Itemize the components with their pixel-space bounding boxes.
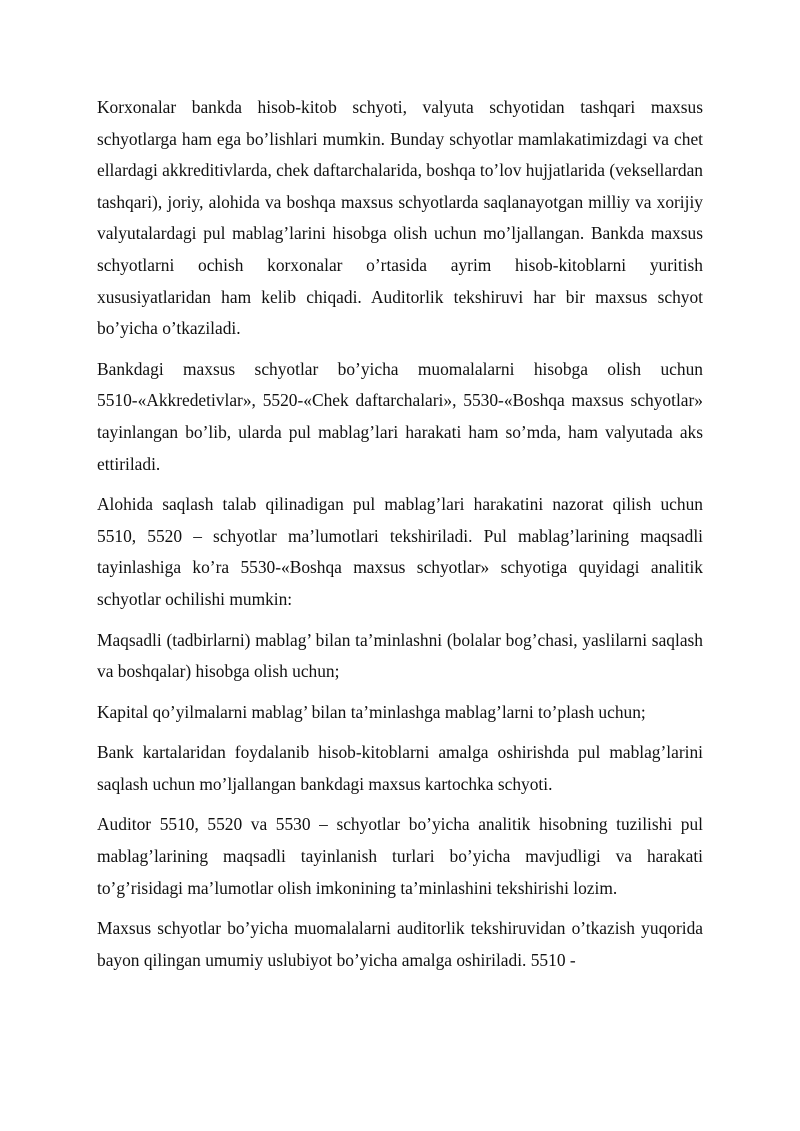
paragraph-bank-cards: Bank kartalaridan foydalanib hisob-kitoblarni amalga oshirishda pul mablag’larini saqlash uchun mo’ljallangan bankdagi maxsus kartochka schyoti. — [97, 742, 703, 794]
paragraph-audit-methodology: Maxsus schyotlar bo’yicha muomalalarni auditorlik tekshiruvidan o’tkazish yuqorida bayon qilingan umumiy uslubiyot bo’yicha amalga oshiriladi. 5510 - — [97, 918, 703, 970]
paragraph-special-accounts-list: Bankdagi maxsus schyotlar bo’yicha muomalalarni hisobga olish uchun 5510-«Akkredetivlar», 5520-«Chek daftarchalari», 5530-«Boshqa maxsus schyotlar» tayinlangan bo’lib, ularda pul mablag’lari harakati ham so’mda, ham valyutada aks ettiriladi. — [97, 358, 703, 474]
paragraph-special-accounts-intro: Korxonalar bankda hisob-kitob schyoti, valyuta schyotidan tashqari maxsus schyotlarga ham ega bo’lishlari mumkin. Bunday schyotlar mamlakatimizdagi va chet ellardagi akkreditivlarda, chek daftarchalarida, boshqa to’lov hujjatlarida (veksellardan tashqari), joriy, alohida va boshqa maxsus schyotlarda saqlanayotgan milliy va xorijiy valyutalardagi pul mablag’larini hisobga olish uchun mo’ljallangan. Bankda maxsus schyotlarni ochish korxonalar o’rtasida ayrim hisob-kitoblarni yuritish xususiyatlaridan ham kelib chiqadi. Auditorlik tekshiruvi har bir maxsus schyot bo’yicha o’tkaziladi. — [97, 97, 703, 339]
document-page — [97, 92, 703, 985]
paragraph-separate-storage: Alohida saqlash talab qilinadigan pul mablag’lari harakatini nazorat qilish uchun 5510, 5520 – schyotlar ma’lumotlari tekshiriladi. Pul mablag’larining maqsadli tayinlashiga ko’ra 5530-«Boshqa maxsus schyotlar» schyotiga quyidagi analitik schyotlar ochilishi mumkin: — [97, 494, 703, 609]
paragraph-capital-investments: Kapital qo’yilmalarni mablag’ bilan ta’minlashga mablag’larni to’plash uchun; — [97, 701, 646, 722]
paragraph-auditor-analytics: Auditor 5510, 5520 va 5530 – schyotlar bo’yicha analitik hisobning tuzilishi pul mablag’larining maqsadli tayinlanish turlari bo’yicha mavjudligi va harakati to’g’risidagi ma’lumotlar olish imkonining ta’minlashini tekshirishi lozim. — [97, 814, 703, 898]
paragraph-targeted-funding: Maqsadli (tadbirlarni) mablag’ bilan ta’minlashni (bolalar bog’chasi, yaslilarni saqlash va boshqalar) hisobga olish uchun; — [97, 629, 703, 682]
